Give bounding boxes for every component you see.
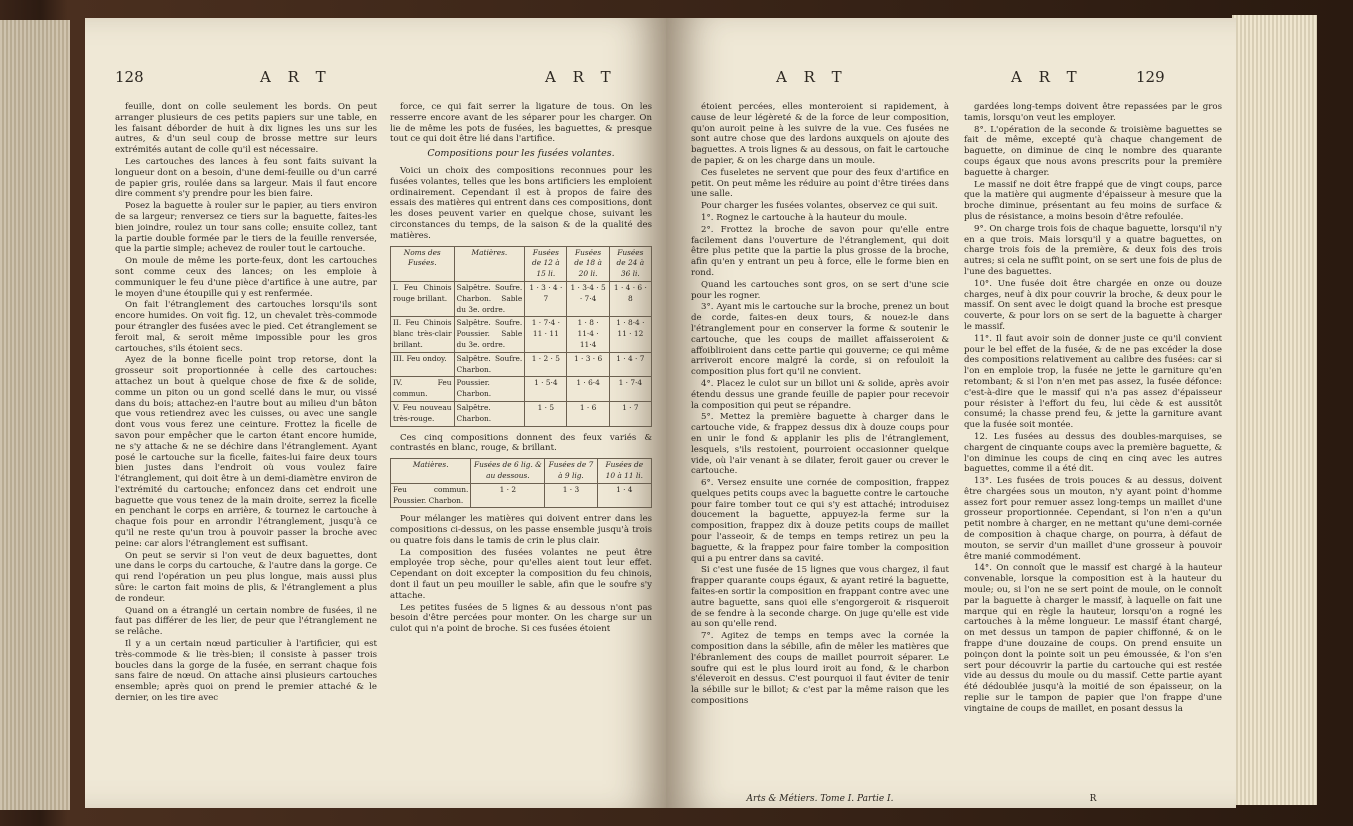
paragraph: feuille, dont on colle seulement les bords. On peut arranger plusieurs de ces petits papiers sur une table, en les faisant déborder de huit à dix lignes les uns sur les autres, & d'un seul coup de brosse mettre sur leurs extrémités autant de colle qu'il est nécessaire. (115, 102, 377, 156)
table-cell: 1 · 3 · 4 · 7 (525, 281, 567, 316)
table-cell: 1 · 4 (597, 483, 651, 508)
paragraph: Les petites fusées de 5 lignes & au dessous n'ont pas besoin d'être percées pour monter. On les charge sur un culot qui n'a point de broche. Si ces fusées étoient (390, 602, 652, 635)
paragraph: 2°. Frottez la broche de savon pour qu'elle entre facilement dans l'ouverture de l'étranglement, qui doit être plus petite que la partie la plus grosse de la broche, afin qu'en y entrant un peu à force, elle le forme bien en rond. (691, 224, 949, 278)
paragraph: 5°. Mettez la première baguette à charger dans le cartouche vide, & frappez dessus dix à douze coups pour en unir le fond & applanir les plis de l'étranglement, lesquels, s'ils restoient, pourroient occasionner quelque vide, où l'air venant à se dilater, feroit gauer ou crever le cartouche. (691, 412, 949, 477)
table-header: Fusées de 12 à 15 li. (525, 246, 567, 281)
table-cell: 1 · 2 (471, 483, 545, 508)
paragraph: 1°. Rognez le cartouche à la hauteur du moule. (701, 212, 907, 223)
table-cell: Salpêtre. Soufre. Charbon. (454, 352, 525, 377)
left-column-1 (115, 102, 377, 802)
paragraph: 7°. Agitez de temps en temps avec la cornée la composition dans la sébille, afin de mêler les matières que l'ébranlement des coups de maillet pourroit séparer. Le soufre qui est le plus lourd iroit au fond, & le charbon s'éleveroit en dessus. C'est pourquoi il faut éviter de tenir la sébille sur le billot; & c'est par la même raison que les compositions (691, 631, 949, 707)
paragraph: Pour charger les fusées volantes, observez ce qui suit. (701, 201, 938, 212)
table-cell: 1 · 3 · 6 (567, 352, 609, 377)
paragraph: Posez la baguette à rouler sur le papier, au tiers environ de sa largeur; renversez ce tiers sur la baguette, faites-les bien joindre, roulez un tour sans colle; ensuite collez, tant la partie double formée par le tiers de la feuille renversée, que la partie simple; achevez de rouler tout le cartouche. (115, 201, 377, 255)
paragraph: Ces fuseletes ne servent que pour des feux d'artifice en petit. On peut même les réduire au point d'être tirées dans une salle. (691, 167, 949, 200)
table-row (391, 483, 652, 508)
paragraph: On peut se servir si l'on veut de deux baguettes, dont une dans le corps du cartouche, & l'autre dans la gorge. Ce qui rend l'opération un peu plus longue, mais aussi plus sûre: le carton fait moins de plis, & l'étranglement a plus de rondeur. (115, 550, 377, 604)
paragraph: gardées long-temps doivent être repassées par le gros tamis, lorsqu'on veut les employer. (964, 102, 1222, 123)
paragraph: Quand on a étranglé un certain nombre de fusées, il ne faut pas différer de les lier, de peur que l'étranglement ne se relâche. (115, 605, 377, 638)
page-number-left: 128 (115, 68, 144, 86)
table-cell: 1 · 3 (545, 483, 597, 508)
paragraph: force, ce qui fait serrer la ligature de tous. On les resserre encore avant de les séparer pour les charger. On lie de même les pots de fusées, les baguettes, & presque tout ce qui doit être lié dans l'artifice. (390, 102, 652, 145)
table-cell: 1 · 6 (567, 401, 609, 426)
table-cell: 1 · 4 · 7 (609, 352, 651, 377)
paragraph: Voici un choix des compositions reconnues pour les fusées volantes, telles que les bons artificiers les emploient ordinairement. Cependant il est à propos de faire des essais des matières qui entrent dans ces compositions, dont les doses peuvent varier en quelque chose, suivant les circonstances du temps, de la saison & de la qualité des matières. (390, 165, 652, 241)
table-header: Fusées de 10 à 11 li. (597, 459, 651, 484)
table-cell: 1 · 7·4 · 11 · 11 (525, 317, 567, 352)
left-column-2 (390, 102, 652, 802)
paragraph: 9°. On charge trois fois de chaque baguette, lorsqu'il n'y en a que trois. Mais lorsqu'il y a quatre baguettes, on charge trois fois de la première, & deux fois des trois autres; si cela ne suffit point, on se sert une fois de plus de l'une des baguettes. (964, 223, 1222, 277)
paragraph: Le massif ne doit être frappé que de vingt coups, parce que la matière qui augmente d'épaisseur à mesure que la broche diminue, présentant au feu moins de surface & plus de résistance, a moins besoin d'être refoulée. (964, 179, 1222, 222)
paragraph: 3°. Ayant mis le cartouche sur la broche, prenez un bout de corde, faites-en deux tours, & nouez-le dans l'étranglement pour en conserver la forme & soutenir le cartouche, que les coups de maillet affaisseroient & affoibliroient dans cette partie qui gouverne; ce qui même arriveroit encore malgré la corde, si on refouloit la composition plus fort qu'il ne convient. (691, 302, 949, 378)
running-header-left: A R T (260, 68, 332, 86)
paragraph: Ayez de la bonne ficelle point trop retorse, dont la grosseur soit proportionnée à celle des cartouches: attachez un bout à quelque chose de fixe & de solide, comme un piton ou un gond scellé dans le mur, ou vissé dans du bois; attachez-en l'autre bout au milieu d'un bâton que vous retiendrez avec les cuisses, ou avec une sangle dont vous vous ferez une ceinture. Frottez la ficelle de savon pour empêcher que le carton étant encore humide, ne s'y attache & ne se déchire dans l'étranglement. Ayant posé le cartouche sur la ficelle, faites-lui faire deux tours bien justes dans l'endroit où vous voulez faire l'étranglement, qui doit être à un demi-diamètre environ de l'extrémité du cartouche; enfoncez dans cet endroit une baguette que vous tenez de la main droite, serrez la ficelle en penchant le corps en arrière, & tournez le cartouche à chaque fois pour en arrondir l'étranglement, jusqu'à ce qu'il ne reste qu'un trou à pouvoir passer la broche avec peine: car alors l'étranglement est suffisant. (115, 355, 377, 549)
paragraph: Pour mélanger les matières qui doivent entrer dans les compositions ci-dessus, on les passe ensemble jusqu'à trois ou quatre fois dans le tamis de crin le plus clair. (390, 514, 652, 546)
paragraph: 6°. Versez ensuite une cornée de composition, frappez quelques petits coups avec la baguette contre le cartouche pour faire tomber tout ce qui s'y est attaché; introduisez doucement la baguette, appuyez-la ferme sur la composition, frappez dix à douze petits coups de maillet pour l'asseoir, & de temps en temps retirez un peu la baguette, & la frappez pour faire tomber la composition qui a pu entrer dans sa cavité. (691, 478, 949, 564)
paragraph: 4°. Placez le culot sur un billot uni & solide, après avoir étendu dessus une grande feuille de papier pour recevoir la composition qui peut se répandre. (691, 378, 949, 411)
table-header: Fusées de 6 lig. & au dessous. (471, 459, 545, 484)
paragraph: La composition des fusées volantes ne peut être employée trop sèche, pour qu'elles aient tout leur effet. Cependant on doit excepter la composition du feu chinois, dont il faut un peu mouiller le sable, afin que le soufre s'y attache. (390, 547, 652, 601)
table-cell: IV. Feu commun. (391, 377, 455, 402)
table-cell: 1 · 7·4 (609, 377, 651, 402)
table-cell: 1 · 5·4 (525, 377, 567, 402)
right-page (666, 18, 1236, 808)
paragraph: 11°. Il faut avoir soin de donner juste ce qu'il convient pour le bel effet de la fusée, & de ne pas excéder la dose des compositions relativement au calibre des fusées: car si l'on en emploie trop, la fusée ne jette le garniture qu'en retombant; & si l'on n'en met pas assez, la fusée défonce: c'est-à-dire que le massif qui n'a pas assez d'épaisseur pour résister à l'effort du feu, lui cède & est aussitôt consumé; la chasse prend feu, & jette la garniture avant que la fusée soit montée. (964, 333, 1222, 431)
paragraph: On fait l'étranglement des cartouches lorsqu'ils sont encore humides. On voit fig. 12, un chevalet très-commode pour étrangler des fusées avec le pied. Cet étranglement se feroit mal, & seroit même impossible pour les gros cartouches, s'ils étoient secs. (115, 300, 377, 354)
table-cell: Feu commun. Poussier. Charbon. (391, 483, 471, 508)
table-row (391, 317, 652, 352)
table-row (391, 377, 652, 402)
table-cell: 1 · 5 (525, 401, 567, 426)
table-header: Matières. (391, 459, 471, 484)
paragraph: Si c'est une fusée de 15 lignes que vous chargez, il faut frapper quarante coups égaux, & ayant retiré la baguette, faites-en sortir la composition en frappant contre avec une autre baguette, sans quoi elle s'engorgeroit & risqueroit de se fendre à la seconde charge. On juge qu'elle est vide au son qu'elle rend. (691, 565, 949, 630)
table-row (391, 281, 652, 316)
table-cell: 1 · 4 · 6 · 8 (609, 281, 651, 316)
paragraph: Ces cinq compositions donnent des feux variés & contrastés en blanc, rouge, & brillant. (390, 432, 652, 454)
table-header: Fusées de 7 à 9 lig. (545, 459, 597, 484)
table-cell: II. Feu Chinois blanc très-clair brillant. (391, 317, 455, 352)
table-header: Noms des Fusées. (391, 246, 455, 281)
page-edges-right (1232, 15, 1317, 805)
table-header: Matières. (454, 246, 525, 281)
left-page (85, 18, 670, 808)
table-cell: 1 · 2 · 5 (525, 352, 567, 377)
table-cell: Poussier. Charbon. (454, 377, 525, 402)
table-cell: Salpêtre. Soufre. Charbon. Sable du 3e. ordre. (454, 281, 525, 316)
paragraph: 12. Les fusées au dessus des doubles-marquises, se chargent de cinquante coups avec la première baguette, & l'on diminue les coups de cinq en cinq avec les autres baguettes, comme il a été dit. (964, 431, 1222, 475)
signature-mark: R (1089, 794, 1097, 804)
paragraph: étoient percées, elles monteroient si rapidement, à cause de leur légèreté & de la force de leur composition, qu'on auroit peine à les suivre de la vue. Ces fusées ne sont autre chose que des lardons auxquels on ajoute des baguettes. A trois lignes & au dessous, on fait le cartouche de papier, & on les charge dans un moule. (691, 102, 949, 166)
table-row (391, 352, 652, 377)
table-cell: 1 · 8·4 · 11 · 12 (609, 317, 651, 352)
table-cell: Salpêtre. Soufre. Poussier. Sable du 3e. ordre. (454, 317, 525, 352)
paragraph: 10°. Une fusée doit être chargée en onze ou douze charges, neuf à dix pour couvrir la broche, & deux pour le massif. On sent avec le doigt quand la broche est presque couverte, & pour lors on se sert de la baguette à charger le massif. (964, 278, 1222, 332)
table-cell: 1 · 6·4 (567, 377, 609, 402)
composition-table-1 (390, 246, 652, 427)
table-row (391, 401, 652, 426)
table-cell: Salpêtre. Charbon. (454, 401, 525, 426)
paragraph: 14°. On connoît que le massif est chargé à la hauteur convenable, lorsque la composition est à la hauteur du moule; ou, si l'on ne se sert point de moule, on le connoît par la baguette à charger le massif, à laquelle on fait une marque qui en règle la hauteur, lorsqu'on a rogné les cartouches à la même longueur. Le massif étant chargé, on met dessus un tampon de papier chiffonné, & on le frappe d'une douzaine de coups. On prend ensuite un poinçon dont la pointe soit un peu émoussée, & l'on s'en sert pour découvrir la partie du cartouche qui est restée vide au dessus du moule ou du massif. Cette partie ayant été dédoublée jusqu'à la moitié de son épaisseur, on la replie sur le tampon de papier que l'on frappe d'une vingtaine de coups de maillet, en posant dessus la (964, 563, 1222, 714)
running-header-right: A R T (776, 68, 848, 86)
running-header-right-2: A R T (1011, 68, 1083, 86)
table-cell: V. Feu nouveau très-rouge. (391, 401, 455, 426)
page-edges-left (0, 20, 70, 810)
table-cell: I. Feu Chinois rouge brillant. (391, 281, 455, 316)
running-header-left-2: A R T (545, 68, 617, 86)
footer-imprint: Arts & Métiers. Tome I. Partie I. (746, 794, 894, 804)
paragraph: On moule de même les porte-feux, dont les cartouches sont comme ceux des lances; on les emploie à communiquer le feu d'une pièce d'artifice à une autre, par le moyen d'une étoupille qui y est renfermée. (115, 256, 377, 299)
paragraph: 13°. Les fusées de trois pouces & au dessus, doivent être chargées sous un mouton, n'y ayant point d'homme assez fort pour remuer assez long-temps un maillet d'une grosseur proportionnée. Cependant, si l'on n'en a qu'un petit nombre à charger, en ne mettant qu'une demi-cornée de composition à chaque charge, on pourra, à défaut de mouton, se servir d'un maillet d'une grosseur à pouvoir être manié commodément. (964, 476, 1222, 562)
right-column-2 (964, 102, 1222, 802)
paragraph: 8°. L'opération de la seconde & troisième baguettes se fait de même, excepté qu'à chaque changement de baguette, on diminue de cinq le nombre des quarante coups égaux que nous avons prescrits pour la première baguette à charger. (964, 124, 1222, 178)
table-header: Fusées de 18 à 20 li. (567, 246, 609, 281)
paragraph: Il y a un certain nœud particulier à l'artificier, qui est très-commode & lie très-bien; il consiste à passer trois boucles dans la gorge de la fusée, en serrant chaque fois sans faire de nœud. On attache ainsi plusieurs cartouches ensemble; après quoi on prend le premier attaché & le dernier, on les tire avec (115, 639, 377, 704)
table-header: Fusées de 24 à 36 li. (609, 246, 651, 281)
paragraph: Les cartouches des lances à feu sont faits suivant la longueur dont on a besoin, d'une demi-feuille ou d'un carré de papier gris, roulée dans sa largeur. Mais il faut encore dire comment s'y prendre pour les bien faire. (115, 156, 377, 200)
table-cell: 1 · 8 · 11·4 · 11·4 (567, 317, 609, 352)
paragraph: Quand les cartouches sont gros, on se sert d'une scie pour les rogner. (691, 279, 949, 301)
table-cell: III. Feu ondoy. (391, 352, 455, 377)
section-title: Compositions pour les fusées volantes. (427, 148, 615, 160)
right-column-1 (691, 102, 949, 792)
page-number-right: 129 (1136, 68, 1165, 86)
table-cell: 1 · 7 (609, 401, 651, 426)
table-cell: 1 · 3·4 · 5 · 7·4 (567, 281, 609, 316)
composition-table-2 (390, 458, 652, 508)
